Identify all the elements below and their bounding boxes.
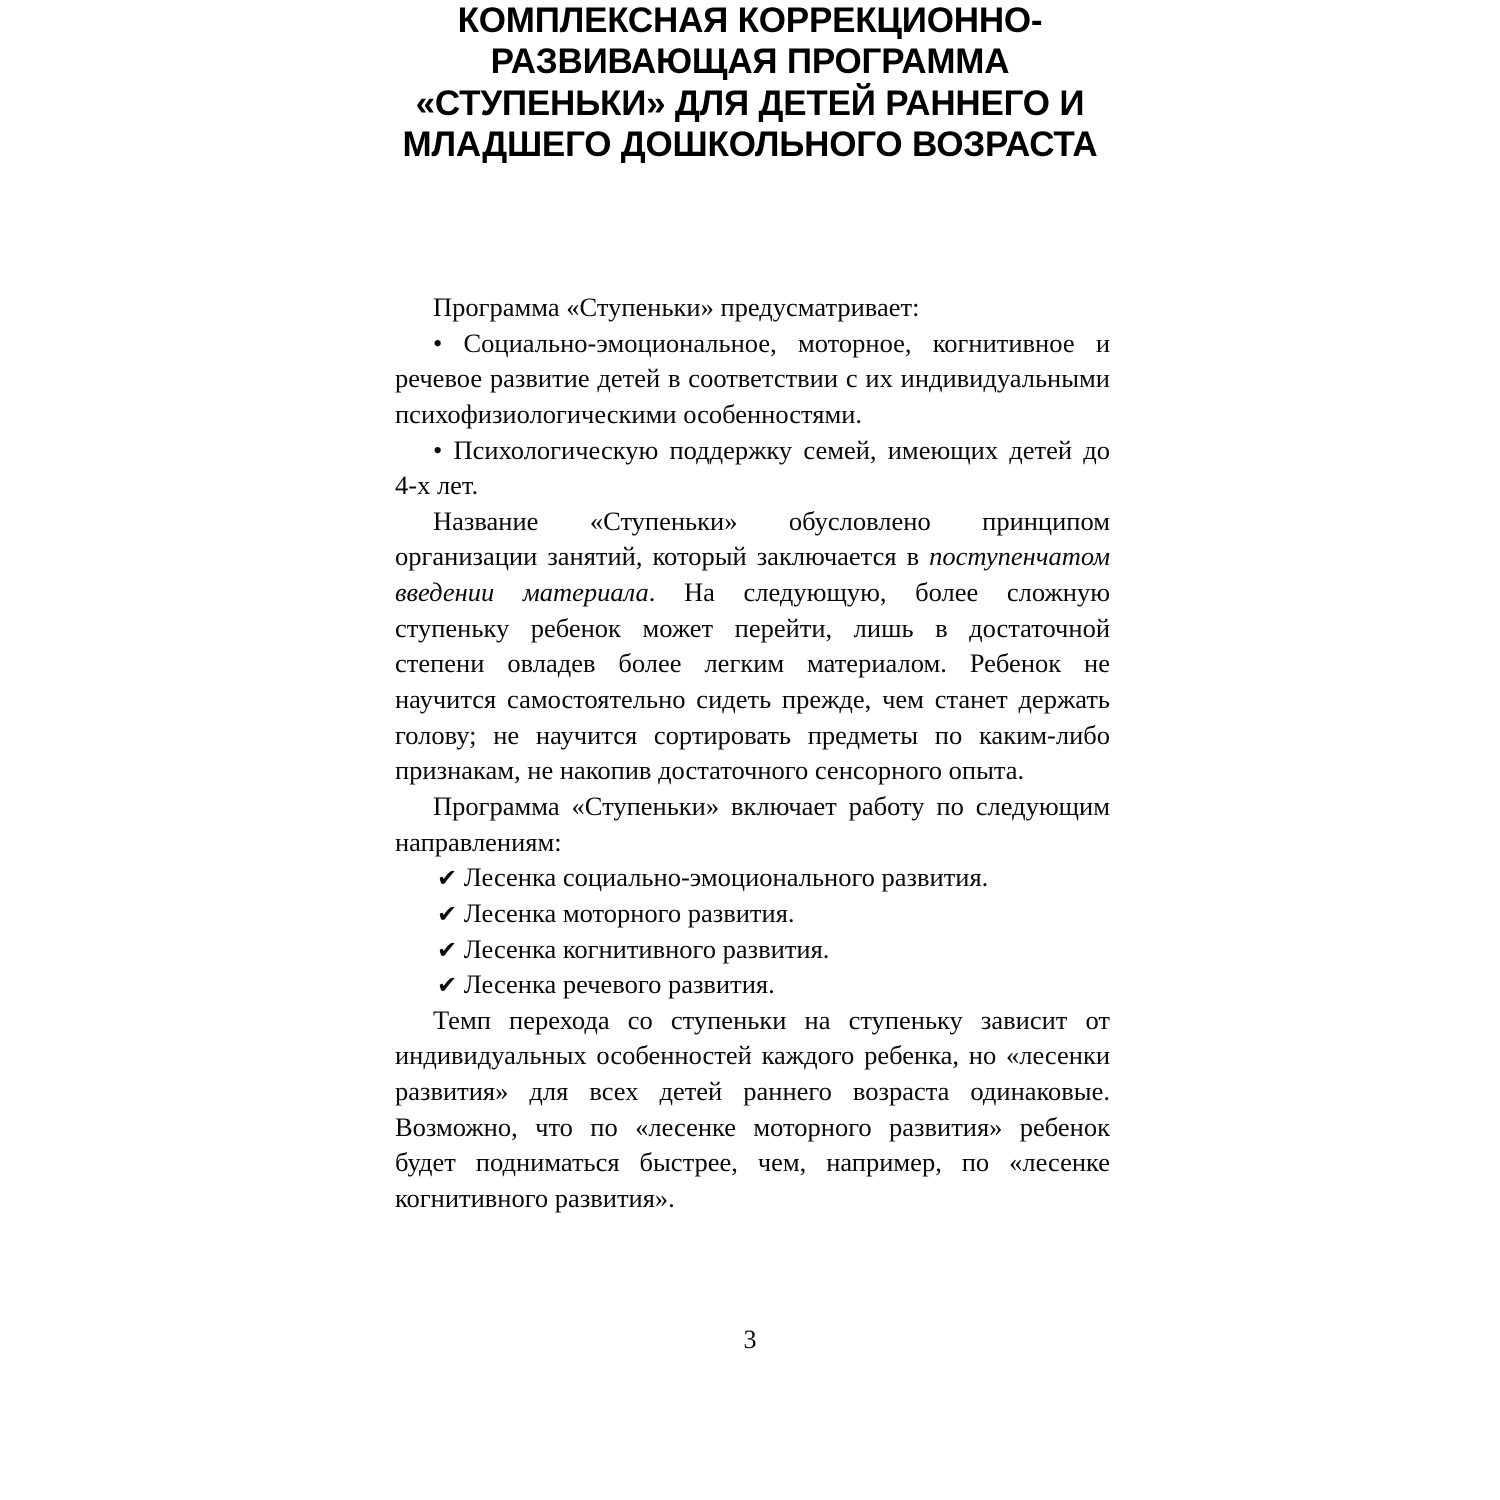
name-explanation-part-1: Название «Ступеньки» обусловлено принципом организации занятий, который заключается в: [395, 505, 1110, 572]
intro-paragraph: Программа «Ступеньки» предусматривает:: [433, 292, 920, 322]
page-title: [0, 0, 1500, 165]
checklist-item-label: Лесенка речевого развития.: [463, 969, 775, 1000]
checklist-item-label: Лесенка моторного развития.: [463, 897, 795, 928]
directions-intro-paragraph: Программа «Ступеньки» включает работу по следующим направлениям:: [395, 790, 1110, 857]
page-title-line-3: «СТУПЕНЬКИ» ДЛЯ ДЕТЕЙ РАННЕГО И: [415, 83, 1085, 123]
name-explanation-part-2: . На следующую, более сложную ступеньку ребенок может перейти, лишь в достаточной степени овладев более легким материалом. Ребенок не научится самостоятельно сидеть прежде, чем станет держать голову; не научится сортировать предметы по каким-либо признакам, не накопив достаточного сенсорного опыта.: [395, 577, 1110, 786]
checklist-item: [395, 860, 1110, 896]
bullet-item-1: • Социально-эмоциональное, моторное, когнитивное и речевое развитие детей в соответствии с их индивидуальными психофизиологическими особенностями.: [395, 327, 1110, 429]
checklist-item: [395, 932, 1110, 968]
checklist-item: [395, 967, 1110, 1003]
check-icon: ✔: [437, 864, 458, 893]
page-title-line-2: РАЗВИВАЮЩАЯ ПРОГРАММА: [490, 42, 1010, 82]
page-title-line-1: КОМПЛЕКСНАЯ КОРРЕКЦИОННО-: [457, 1, 1043, 40]
name-explanation-paragraph: [395, 504, 1110, 789]
closing-paragraph: Темп перехода со ступеньки на ступеньку зависит от индивидуальных особенностей каждого ребенка, но «лесенки развития» для всех детей раннего возраста одинаковые. Возможно, что по «лесенке моторного развития» ребенок будет подниматься быстрее, чем, например, по «лесенке когнитивного развития».: [395, 1004, 1110, 1214]
checklist-item-label: Лесенка когнитивного развития.: [463, 933, 830, 964]
checklist-item: [395, 896, 1110, 932]
checklist-item-label: Лесенка социально-эмоционального развития.: [463, 862, 989, 893]
document-body: [395, 290, 1110, 1217]
page-number: 3: [743, 1325, 757, 1354]
bullet-item-2: • Психологическую поддержку семей, имеющих детей до 4-х лет.: [395, 434, 1110, 501]
check-icon: ✔: [437, 971, 458, 1000]
page-title-line-4: МЛАДШЕГО ДОШКОЛЬНОГО ВОЗРАСТА: [402, 124, 1098, 164]
check-icon: ✔: [437, 935, 458, 964]
name-explanation-italic: поступенчатом введении материала: [395, 541, 1110, 608]
check-icon: ✔: [437, 899, 458, 928]
